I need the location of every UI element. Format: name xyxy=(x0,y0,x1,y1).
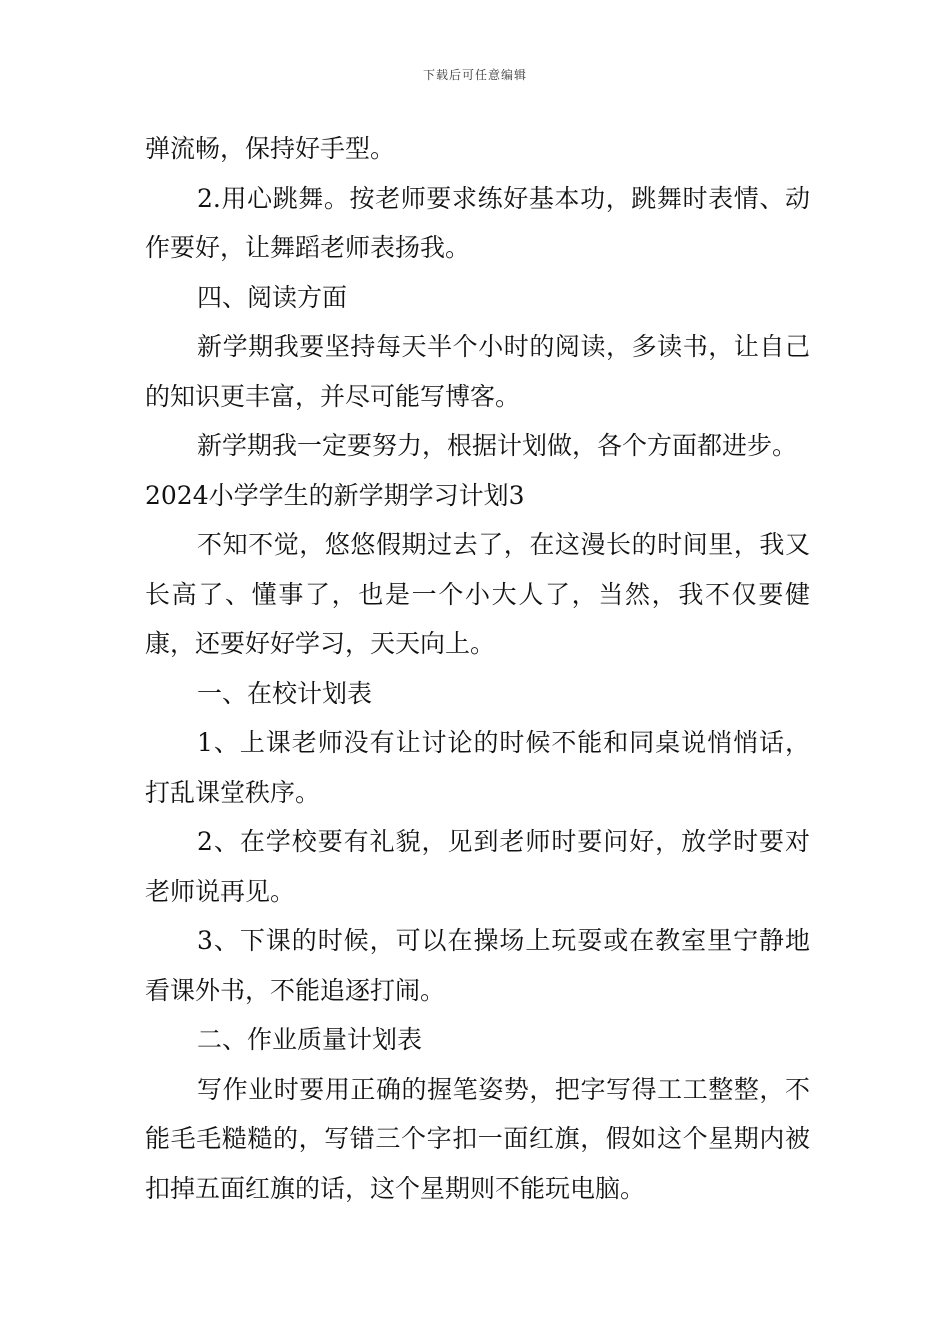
paragraph-continuation: 弹流畅，保持好手型。 xyxy=(145,134,396,163)
list-item-3: 3、下课的时候，可以在操场上玩耍或在教室里宁静地看课外书，不能追逐打闹。 xyxy=(145,926,810,1005)
paragraph-intro: 不知不觉，悠悠假期过去了，在这漫长的时间里，我又长高了、懂事了，也是一个小大人了，当然，我不仅要健康，还要好好学习，天天向上。 xyxy=(145,530,810,658)
paragraph-summary: 新学期我一定要努力，根据计划做，各个方面都进步。 xyxy=(197,431,798,460)
document-body xyxy=(145,124,810,1213)
document-title: 2024小学学生的新学期学习计划3 xyxy=(145,480,525,510)
section-heading-school-plan: 一、在校计划表 xyxy=(197,678,373,708)
paragraph-homework: 写作业时要用正确的握笔姿势，把字写得工工整整，不能毛毛糙糙的，写错三个字扣一面红旗，假如这个星期内被扣掉五面红旗的话，这个星期则不能玩电脑。 xyxy=(145,1074,810,1203)
section-heading-homework-plan: 二、作业质量计划表 xyxy=(197,1025,423,1054)
list-item-2: 2、在学校要有礼貌，见到老师时要问好，放学时要对老师说再见。 xyxy=(145,827,810,906)
page-header-note: 下载后可任意编辑 xyxy=(422,68,527,82)
paragraph-dance: 2.用心跳舞。按老师要求练好基本功，跳舞时表情、动作要好，让舞蹈老师表扬我。 xyxy=(145,183,810,262)
paragraph-reading: 新学期我要坚持每天半个小时的阅读，多读书，让自己的知识更丰富，并尽可能写博客。 xyxy=(145,332,810,411)
list-item-1: 1、上课老师没有让讨论的时候不能和同桌说悄悄话，打乱课堂秩序。 xyxy=(145,728,810,807)
section-heading-reading: 四、阅读方面 xyxy=(197,282,348,312)
